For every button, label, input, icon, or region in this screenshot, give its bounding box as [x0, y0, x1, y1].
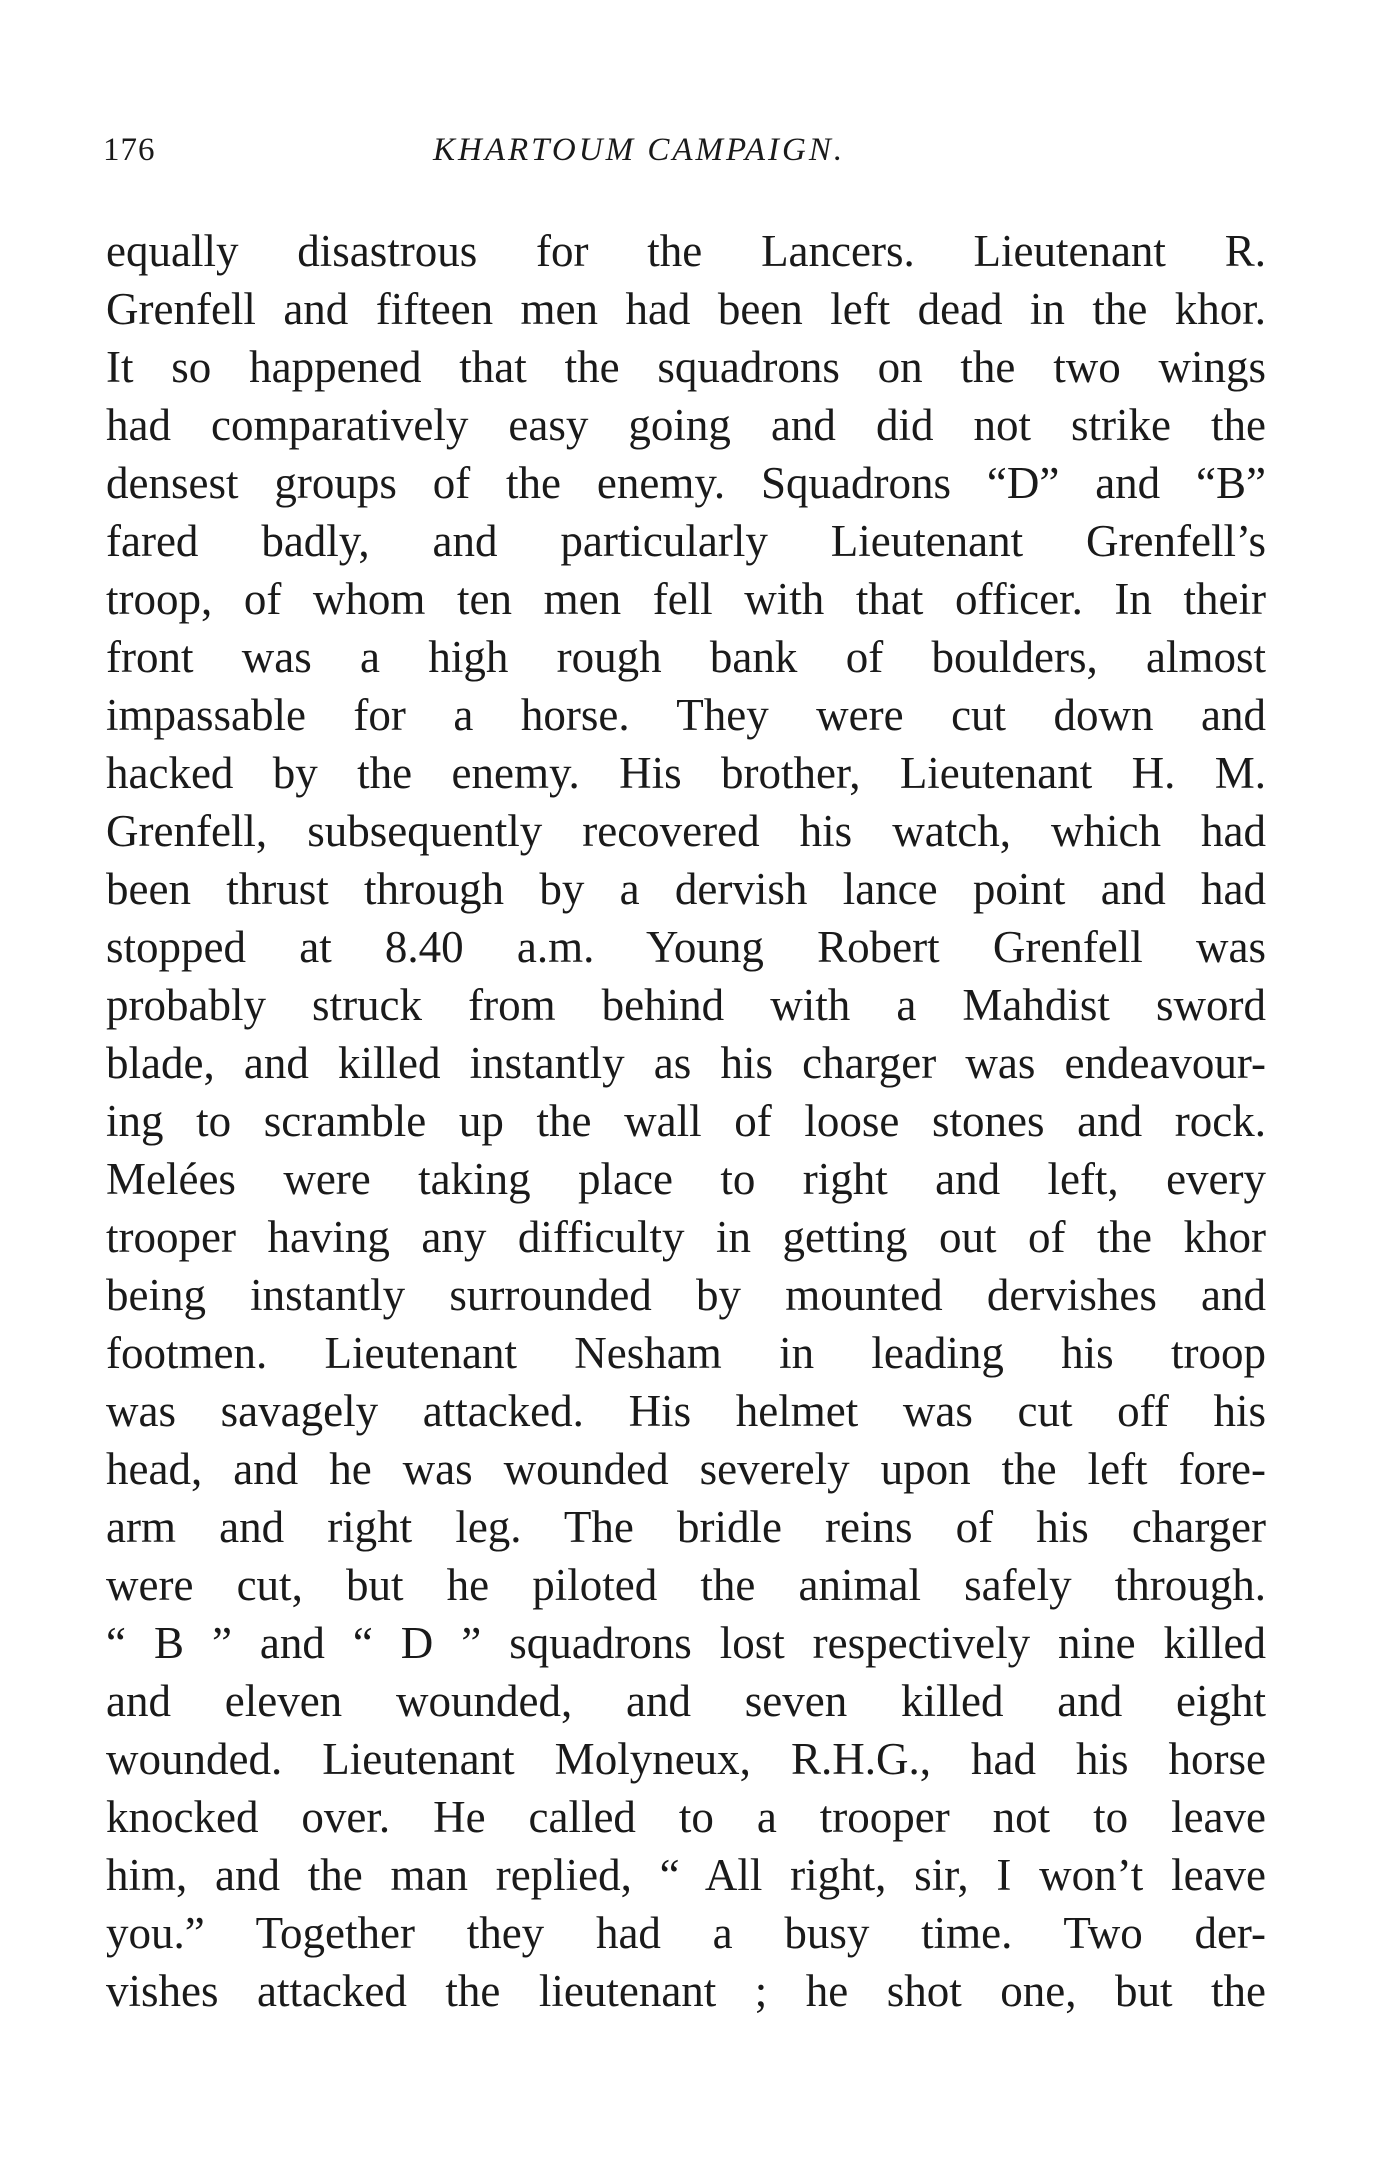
text-line: Grenfell, subsequently recovered his watch, which had	[106, 806, 1266, 856]
text-line: him, and the man replied, “ All right, sir, I won’t leave	[106, 1850, 1266, 1900]
text-line: being instantly surrounded by mounted dervishes and	[106, 1270, 1266, 1320]
text-line: vishes attacked the lieutenant ; he shot one, but the	[106, 1966, 1266, 2016]
text-line: you.” Together they had a busy time. Two der-	[106, 1908, 1266, 1958]
text-line: arm and right leg. The bridle reins of his charger	[106, 1502, 1266, 1552]
text-line: Melées were taking place to right and left, every	[106, 1154, 1266, 1204]
text-line: fared badly, and particularly Lieutenant Grenfell’s	[106, 516, 1266, 566]
text-line: “ B ” and “ D ” squadrons lost respectively nine killed	[106, 1618, 1266, 1668]
text-line: had comparatively easy going and did not strike the	[106, 400, 1266, 450]
text-line: ing to scramble up the wall of loose stones and rock.	[106, 1096, 1266, 1146]
text-line: been thrust through by a dervish lance point and had	[106, 864, 1266, 914]
text-line: and eleven wounded, and seven killed and eight	[106, 1676, 1266, 1726]
text-line: troop, of whom ten men fell with that officer. In their	[106, 574, 1266, 624]
text-line: blade, and killed instantly as his charger was endeavour-	[106, 1038, 1266, 1088]
text-line: It so happened that the squadrons on the two wings	[106, 342, 1266, 392]
text-line: probably struck from behind with a Mahdist sword	[106, 980, 1266, 1030]
text-line: wounded. Lieutenant Molyneux, R.H.G., had his horse	[106, 1734, 1266, 1784]
text-line: head, and he was wounded severely upon the left fore-	[106, 1444, 1266, 1494]
text-line: densest groups of the enemy. Squadrons “D” and “B”	[106, 458, 1266, 508]
running-head: KHARTOUM CAMPAIGN.	[433, 132, 846, 168]
text-line: stopped at 8.40 a.m. Young Robert Grenfell was	[106, 922, 1266, 972]
text-line: was savagely attacked. His helmet was cut off his	[106, 1386, 1266, 1436]
text-line: equally disastrous for the Lancers. Lieutenant R.	[106, 226, 1266, 276]
text-line: were cut, but he piloted the animal safely through.	[106, 1560, 1266, 1610]
body-text	[106, 222, 1266, 2020]
page-number: 176	[103, 132, 156, 168]
text-line: Grenfell and fifteen men had been left dead in the khor.	[106, 284, 1266, 334]
text-line: hacked by the enemy. His brother, Lieutenant H. M.	[106, 748, 1266, 798]
text-line: trooper having any difficulty in getting out of the khor	[106, 1212, 1266, 1262]
text-line: footmen. Lieutenant Nesham in leading his troop	[106, 1328, 1266, 1378]
page-header	[103, 118, 1263, 178]
text-line: impassable for a horse. They were cut down and	[106, 690, 1266, 740]
text-line: knocked over. He called to a trooper not to leave	[106, 1792, 1266, 1842]
text-line: front was a high rough bank of boulders, almost	[106, 632, 1266, 682]
